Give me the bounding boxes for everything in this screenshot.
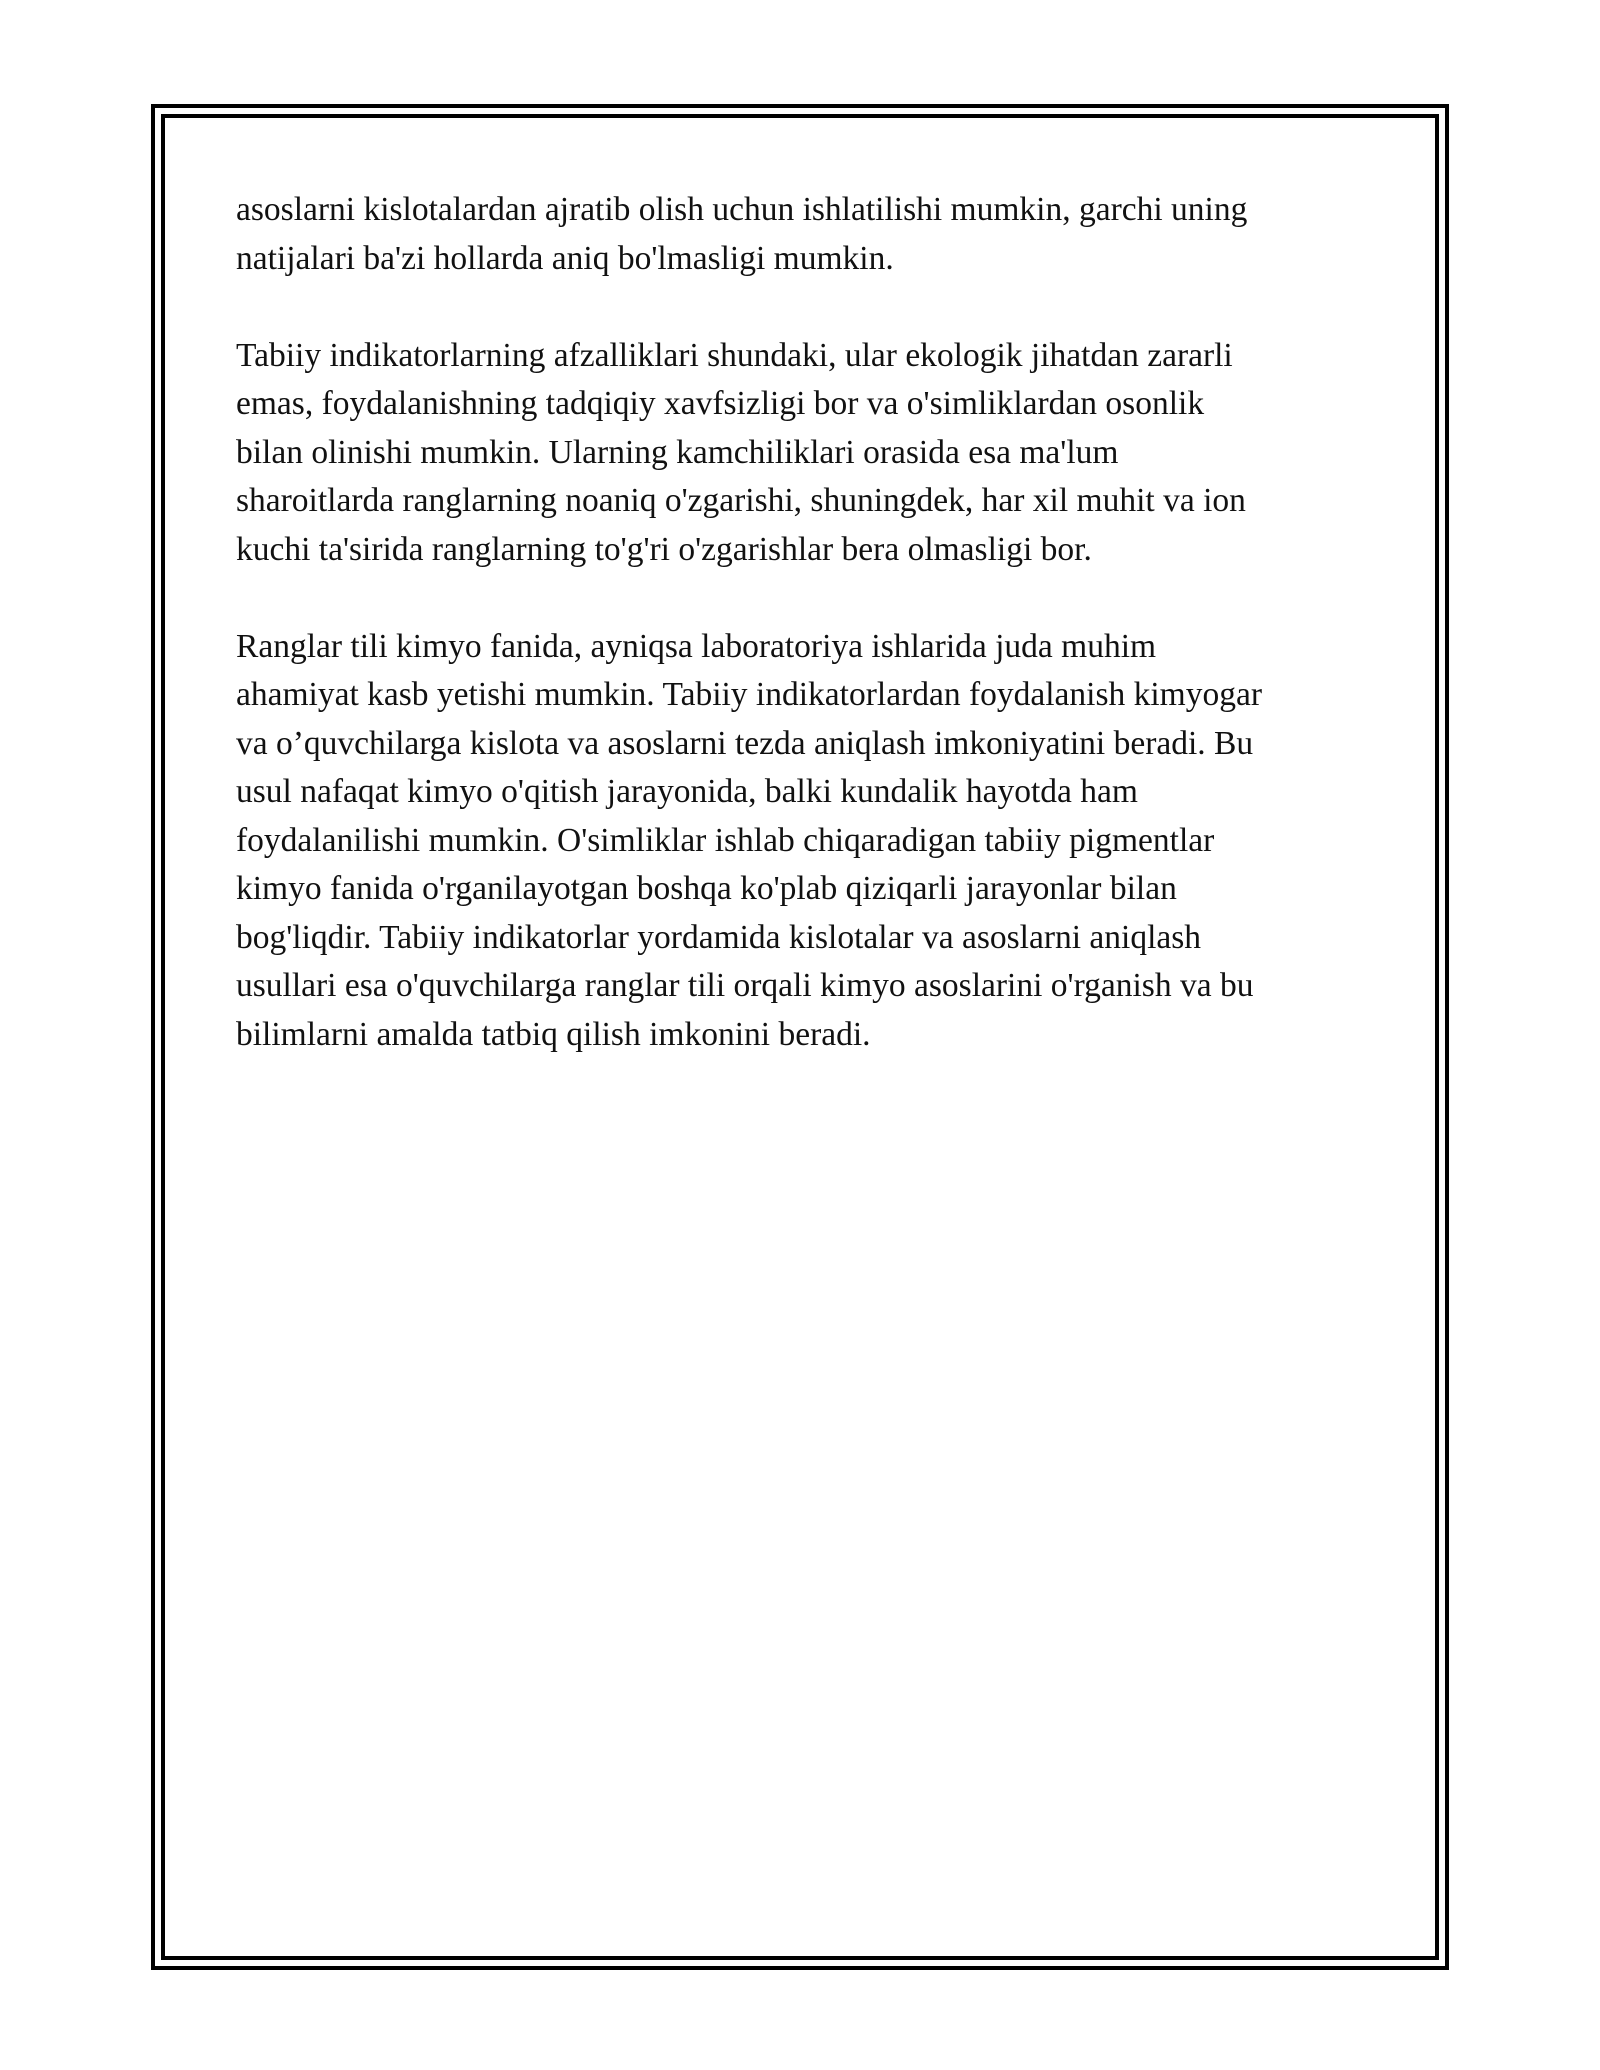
text-line: sharoitlarda ranglarning noaniq o'zgarishi, shuningdek, har xil muhit va ion [236,482,1246,519]
text-line: ahamiyat kasb yetishi mumkin. Tabiiy indikatorlardan foydalanish kimyogar [236,676,1263,713]
paragraph-2 [236,332,1366,575]
text-line: Tabiiy indikatorlarning afzalliklari shundaki, ular ekologik jihatdan zararli [236,336,1233,374]
text-line: foydalanilishi mumkin. O'simliklar ishlab chiqaradigan tabiiy pigmentlar [236,821,1215,859]
text-line: bog'liqdir. Tabiiy indikatorlar yordamida kislotalar va asoslarni aniqlash [236,918,1202,956]
text-line: usullari esa o'quvchilarga ranglar tili orqali kimyo asoslarini o'rganish va bu [236,967,1254,1004]
text-line: natijalari ba'zi hollarda aniq bo'lmasligi mumkin. [236,239,894,277]
paragraph-1 [236,186,1366,283]
paragraph-3 [236,623,1366,1060]
page-body [236,186,1366,1108]
text-line: Ranglar tili kimyo fanida, ayniqsa laboratoriya ishlarida juda muhim [236,627,1157,665]
text-line: asoslarni kislotalardan ajratib olish uchun ishlatilishi mumkin, garchi uning [236,191,1248,228]
text-line: usul nafaqat kimyo o'qitish jarayonida, balki kundalik hayotda ham [236,773,1138,810]
text-line: bilimlarni amalda tatbiq qilish imkonini beradi. [236,1015,871,1053]
text-line: emas, foydalanishning tadqiqiy xavfsizligi bor va o'simliklardan osonlik [236,385,1205,422]
text-line: bilan olinishi mumkin. Ularning kamchiliklari orasida esa ma'lum [236,433,1119,471]
text-line: va o’quvchilarga kislota va asoslarni tezda aniqlash imkoniyatini beradi. Bu [236,724,1254,762]
text-line: kuchi ta'sirida ranglarning to'g'ri o'zgarishlar bera olmasligi bor. [236,530,1092,568]
text-line: kimyo fanida o'rganilayotgan boshqa ko'plab qiziqarli jarayonlar bilan [236,870,1177,907]
